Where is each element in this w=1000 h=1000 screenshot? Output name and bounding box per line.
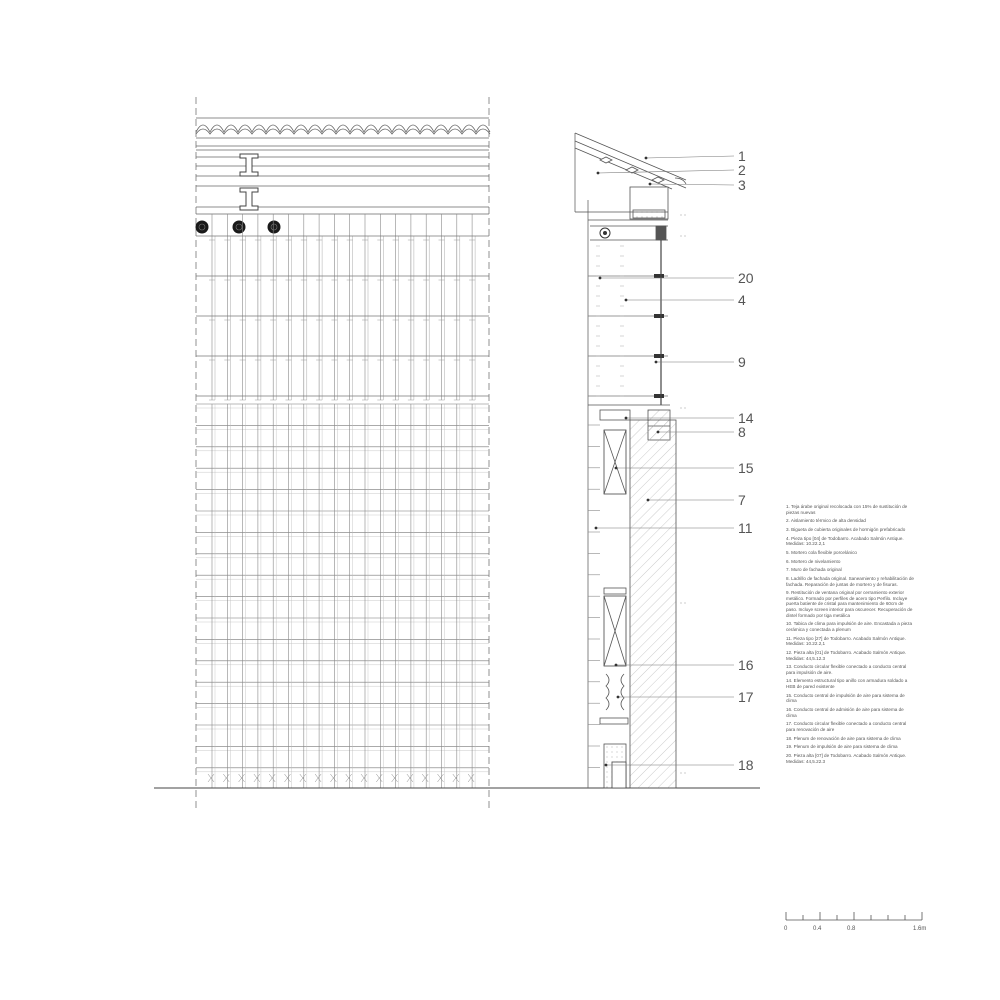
legend-item: 8. Ladrillo de fachada original. Saneamiento y rehabilitación de fachada. Reparación de juntas de mortero y de fisuras. <box>786 576 914 587</box>
callout-number: 18 <box>738 757 754 773</box>
scale-label-0-4: 0.4 <box>813 926 822 932</box>
legend-item: 15. Conducto central de impulsión de aire para sistema de clima <box>786 692 905 704</box>
callout-number: 17 <box>738 689 754 705</box>
callout-number: 1 <box>738 148 746 164</box>
existing-facade-wall <box>630 420 676 788</box>
supply-air-duct <box>604 430 626 494</box>
lower-ceramic-pieces <box>588 425 600 767</box>
callout-number: 9 <box>738 354 746 370</box>
legend-item: 17. Conducto circular flexible conectado a conducto central para renovación de aire <box>786 721 907 732</box>
callout-number: 11 <box>738 520 753 536</box>
callout-number: 20 <box>738 270 754 286</box>
callout-dot <box>615 467 618 470</box>
legend-item: 12. Pieza alta [01] de Todobarro. Acabado Salmón Antique. Medidas: 44,5.12.3 <box>786 649 907 661</box>
callout-number: 4 <box>738 292 746 308</box>
material-legend <box>786 504 914 767</box>
intake-air-duct <box>604 588 626 666</box>
callout-dot <box>605 764 608 767</box>
callout-dot <box>617 696 620 699</box>
callout-dot <box>597 172 600 175</box>
legend-item: 6. Mortero de nivelamiento <box>786 558 841 564</box>
callout-number: 8 <box>738 424 746 440</box>
circular-duct-row <box>196 221 281 234</box>
scale-label-0-8: 0.8 <box>847 926 856 932</box>
ceramic-piece-grid <box>196 214 489 788</box>
callout-dot <box>615 664 618 667</box>
callout-dot <box>595 527 598 530</box>
callout-dot <box>655 361 658 364</box>
callout-leader <box>646 156 734 158</box>
callout-leader <box>598 170 734 173</box>
window-head <box>590 226 668 240</box>
concrete-joist-box <box>588 187 668 220</box>
scale-label-1-6m: 1.6m <box>913 926 927 932</box>
roof-section <box>575 133 686 189</box>
legend-item: 9. Restitución de ventana original por cerramiento exterior metálico. Formado por perfiles de acero tipo Perfilo. Incluye puerta batiente de cristal para mantenimiento de 60cm de paso. Incluye screen interior para oscurecer. Recuperación de dintel formado por tiga metálica <box>786 590 913 618</box>
legend-item: 13. Conducto circular flexible conectado a conducto central para impulsión de aire. <box>786 664 907 675</box>
legend-item: 14. Elemento estructural tipo anillo con armadura soldado a HEB de pared existente <box>786 678 908 690</box>
callout-dot <box>599 277 602 280</box>
legend-item: 1. Teja árabe original recolocada con 15% de sustitución de piezas nuevas <box>786 504 908 515</box>
legend-item: 10. Tabica de clima para impulsión de aire. Encastada a pieza cerámica y conectada a plenum <box>786 621 913 632</box>
legend-item: 2. Aislamiento térmico de alta densidad <box>786 518 866 524</box>
callout-number: 14 <box>738 410 754 426</box>
callout-number: 3 <box>738 177 746 193</box>
callout-number: 2 <box>738 162 746 178</box>
scale-bar <box>784 912 926 932</box>
plenum-renewal <box>600 674 628 788</box>
callout-dot <box>625 299 628 302</box>
callout-number: 16 <box>738 657 754 673</box>
legend-item: 7. Muro de fachada original <box>786 567 842 573</box>
callout-number: 7 <box>738 492 746 508</box>
legend-item: 4. Pieza tipo [04] de Todobarro. Acabado Salmón Antique. Medidas: 10.22.2,1 <box>786 535 904 547</box>
callout-dot <box>649 183 652 186</box>
legend-item: 5. Mortero cola flexible porcelánico <box>786 549 857 555</box>
legend-item: 20. Pieza alta [07] de Todobarro. Acabado Salmón Antique. Medidas: 44,5.22.3 <box>786 752 907 764</box>
window-ceramic-pieces <box>588 240 668 405</box>
legend-item: 18. Plenum de renovación de aire para sistema de clima <box>786 735 901 741</box>
construction-section <box>575 133 686 788</box>
legend-item: 19. Plenum de impulsión de aire para sistema de clima <box>786 744 898 750</box>
callout-dot <box>645 157 648 160</box>
roof-tiles-cornice <box>196 118 490 214</box>
legend-item: 16. Conducto central de admisión de aire para sistema de clima <box>786 707 904 718</box>
callout-dot <box>625 417 628 420</box>
legend-item: 11. Pieza tipo [27] de Todobarro. Acabado Salmón Antique. Medidas: 10.22.2,1 <box>786 635 906 647</box>
callout-dot <box>657 431 660 434</box>
scale-label-0: 0 <box>784 926 788 932</box>
callout-dot <box>647 499 650 502</box>
callout-number: 15 <box>738 460 754 476</box>
legend-item: 3. Bigueta de cubierta originales de hormigón prefabricado <box>786 526 906 532</box>
steel-beam-section <box>240 154 258 210</box>
